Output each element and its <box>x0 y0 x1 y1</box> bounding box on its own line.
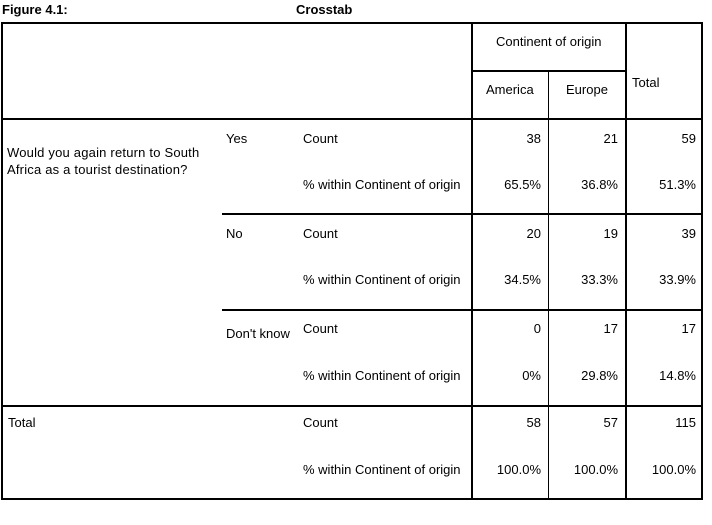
row-variable-label: Would you again return to South Africa as a tourist destination? <box>7 145 200 177</box>
row-divider-yes-no <box>222 213 703 215</box>
cell-total-count-america: 58 <box>526 415 541 430</box>
cell-dontknow-pct-total: 14.8% <box>659 368 696 383</box>
cell-yes-count-america: 38 <box>526 131 541 146</box>
cell-total-count-europe: 57 <box>603 415 618 430</box>
cell-total-pct-america: 100.0% <box>496 462 541 477</box>
cell-no-count-america: 20 <box>526 226 541 241</box>
col-divider-america-europe <box>548 71 549 500</box>
stat-label-count: Count <box>303 415 338 430</box>
stat-label-pct: % within Continent of origin <box>303 462 461 477</box>
cell-yes-pct-total: 51.3% <box>659 177 696 192</box>
cell-no-count-total: 39 <box>681 226 696 241</box>
cell-dontknow-count-total: 17 <box>681 321 696 336</box>
stat-col-divider <box>471 22 473 500</box>
stat-label-count: Count <box>303 226 338 241</box>
header-divider <box>1 118 703 120</box>
row-divider-no-dontknow <box>222 309 703 311</box>
cell-dontknow-count-america: 0 <box>533 321 541 336</box>
column-header-europe: Europe <box>566 82 608 97</box>
table-title: Crosstab <box>296 2 353 17</box>
stat-label-pct: % within Continent of origin <box>303 177 461 192</box>
column-header-total: Total <box>632 75 660 90</box>
category-label-yes: Yes <box>226 131 248 146</box>
category-label-no: No <box>226 226 243 241</box>
cell-dontknow-pct-america: 0% <box>522 368 541 383</box>
cell-yes-pct-europe: 36.8% <box>581 177 618 192</box>
cell-dontknow-pct-europe: 29.8% <box>581 368 618 383</box>
stat-label-count: Count <box>303 321 338 336</box>
stat-label-pct: % within Continent of origin <box>303 368 461 383</box>
category-label-dont-know: Don't know <box>226 326 290 341</box>
cell-no-pct-america: 34.5% <box>504 272 541 287</box>
cell-total-pct-europe: 100.0% <box>573 462 618 477</box>
column-group-header: Continent of origin <box>496 34 602 49</box>
cell-no-count-europe: 19 <box>603 226 618 241</box>
cell-no-pct-total: 33.9% <box>659 272 696 287</box>
cell-yes-count-europe: 21 <box>603 131 618 146</box>
row-divider-total <box>1 405 703 407</box>
cell-total-count-total: 115 <box>675 415 696 430</box>
stat-label-pct: % within Continent of origin <box>303 272 461 287</box>
column-header-america: America <box>486 82 534 97</box>
subheader-divider <box>473 70 625 72</box>
total-col-divider <box>625 22 627 500</box>
figure-label: Figure 4.1: <box>2 2 68 17</box>
cell-no-pct-europe: 33.3% <box>581 272 618 287</box>
cell-dontknow-count-europe: 17 <box>603 321 618 336</box>
stat-label-count: Count <box>303 131 338 146</box>
cell-yes-count-total: 59 <box>681 131 696 146</box>
total-row-label: Total <box>8 415 36 430</box>
cell-yes-pct-america: 65.5% <box>504 177 541 192</box>
cell-total-pct-total: 100.0% <box>651 462 696 477</box>
